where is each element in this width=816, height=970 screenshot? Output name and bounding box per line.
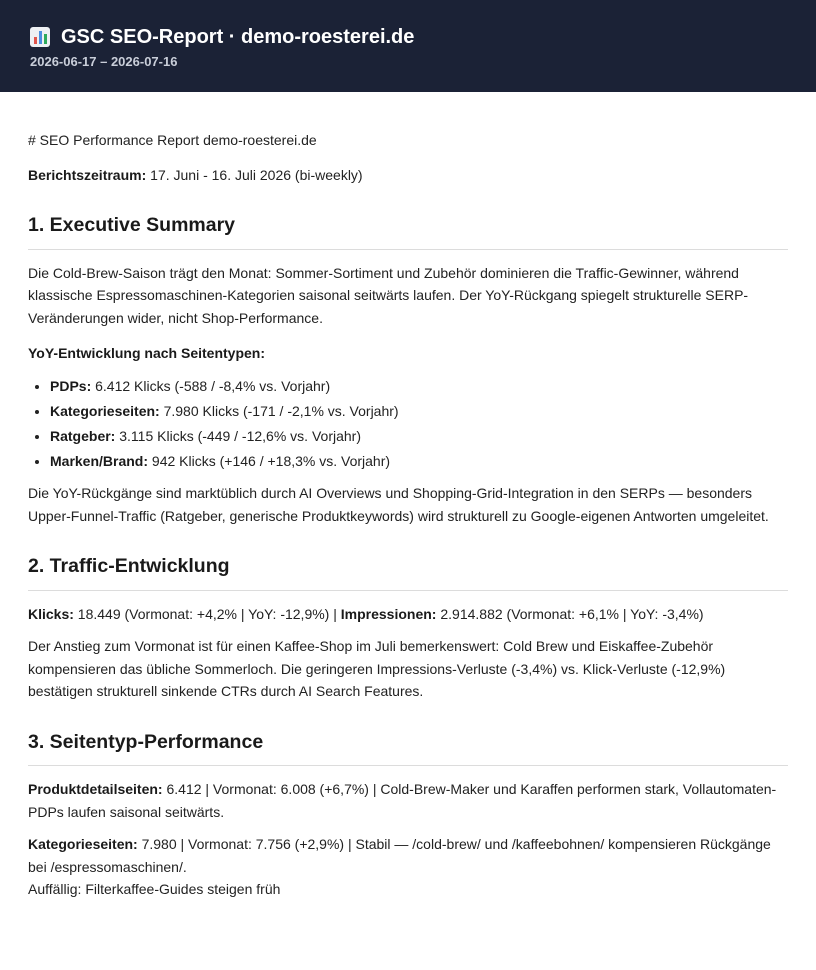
summary-intro: Die Cold-Brew-Saison trägt den Monat: Sommer-Sortiment und Zubehör dominieren die Traffic-Gewinner, während klassische Espressomaschinen-Kategorien saisonal seitwärts laufen. Der YoY-Rückgang spiegelt strukturelle SERP-Veränderungen wider, nicht Shop-Performance. xyxy=(28,264,749,326)
list-item xyxy=(50,450,788,473)
list-item-label: Ratgeber: xyxy=(50,427,116,444)
report-period xyxy=(28,164,788,187)
report-header xyxy=(0,0,816,92)
pdp-performance xyxy=(28,778,788,823)
heading-executive-summary: 1. Executive Summary xyxy=(28,214,788,250)
section-pagetypes xyxy=(28,731,788,901)
list-item-text: 7.980 Klicks (-171 / -2,1% vs. Vorjahr) xyxy=(159,402,399,419)
yoy-heading xyxy=(28,342,788,365)
section-executive-summary xyxy=(28,214,788,527)
section-traffic xyxy=(28,555,788,703)
category-label: Kategorieseiten: xyxy=(28,836,138,852)
list-item-label: Marken/Brand: xyxy=(50,452,149,469)
date-range: 2026-06-17 – 2026-07-16 xyxy=(30,54,178,69)
traffic-analysis: Der Anstieg zum Vormonat ist für einen Kaffee-Shop im Juli bemerkenswert: Cold Brew und Eiskaffee-Zubehör kompensieren das übliche Sommerloch. Die geringeren Impressions-Verluste (-3,4%) vs. Klick-Verluste (-12,9%) bestätigen strukturell sinkende CTRs durch AI Search Features. xyxy=(28,638,726,699)
category-text: 7.980 | Vormonat: 7.756 (+2,9%) | Stabil — /cold-brew/ und /kaffeebohnen/ kompensieren Rückgänge bei /espressomaschinen/. xyxy=(28,836,771,875)
list-item xyxy=(50,400,788,423)
pdp-label: Produktdetailseiten: xyxy=(28,781,163,797)
period-label: Berichtszeitraum: xyxy=(28,166,147,183)
yoy-heading-text: YoY-Entwicklung nach Seitentypen: xyxy=(28,345,265,361)
traffic-metrics xyxy=(28,603,788,626)
list-item-text: 3.115 Klicks (-449 / -12,6% vs. Vorjahr) xyxy=(115,427,361,444)
list-item xyxy=(50,375,788,398)
impressions-value: 2.914.882 (Vormonat: +6,1% | YoY: -3,4%) xyxy=(436,605,704,622)
list-item-text: 942 Klicks (+146 / +18,3% vs. Vorjahr) xyxy=(148,452,391,469)
list-item xyxy=(50,425,788,448)
clicks-label: Klicks: xyxy=(28,605,74,622)
list-item-label: Kategorieseiten: xyxy=(50,402,160,419)
clicks-value: 18.449 (Vormonat: +4,2% | YoY: -12,9%) | xyxy=(73,605,341,622)
period-value: 17. Juni - 16. Juli 2026 (bi-weekly) xyxy=(146,166,363,183)
yoy-list xyxy=(28,375,788,473)
list-item-label: PDPs: xyxy=(50,377,92,394)
report-title xyxy=(30,24,786,50)
bar-chart-icon xyxy=(30,27,50,47)
heading-traffic: 2. Traffic-Entwicklung xyxy=(28,555,788,591)
summary-outro: Die YoY-Rückgänge sind marktüblich durch AI Overviews und Shopping-Grid-Integration in den SERPs — besonders Upper-Funnel-Traffic (Ratgeber, generische Produktkeywords) wird strukturell zu Google-eigenen Antworten umgeleitet. xyxy=(28,485,769,524)
report-title-text: GSC SEO-Report · demo-roesterei.de xyxy=(61,26,415,48)
report-body xyxy=(0,92,816,901)
list-item-text: 6.412 Klicks (-588 / -8,4% vs. Vorjahr) xyxy=(91,377,331,394)
category-performance xyxy=(28,833,788,901)
pdp-text: 6.412 | Vormonat: 6.008 (+6,7%) | Cold-Brew-Maker und Karaffen performen stark, Vollautomaten-PDPs laufen saisonal seitwärts. xyxy=(28,781,777,820)
heading-pagetypes: 3. Seitentyp-Performance xyxy=(28,731,788,767)
impressions-label: Impressionen: xyxy=(340,605,437,622)
markdown-title: # SEO Performance Report demo-roesterei.de xyxy=(28,132,317,148)
category-note: Auffällig: Filterkaffee-Guides steigen früh xyxy=(28,881,281,897)
